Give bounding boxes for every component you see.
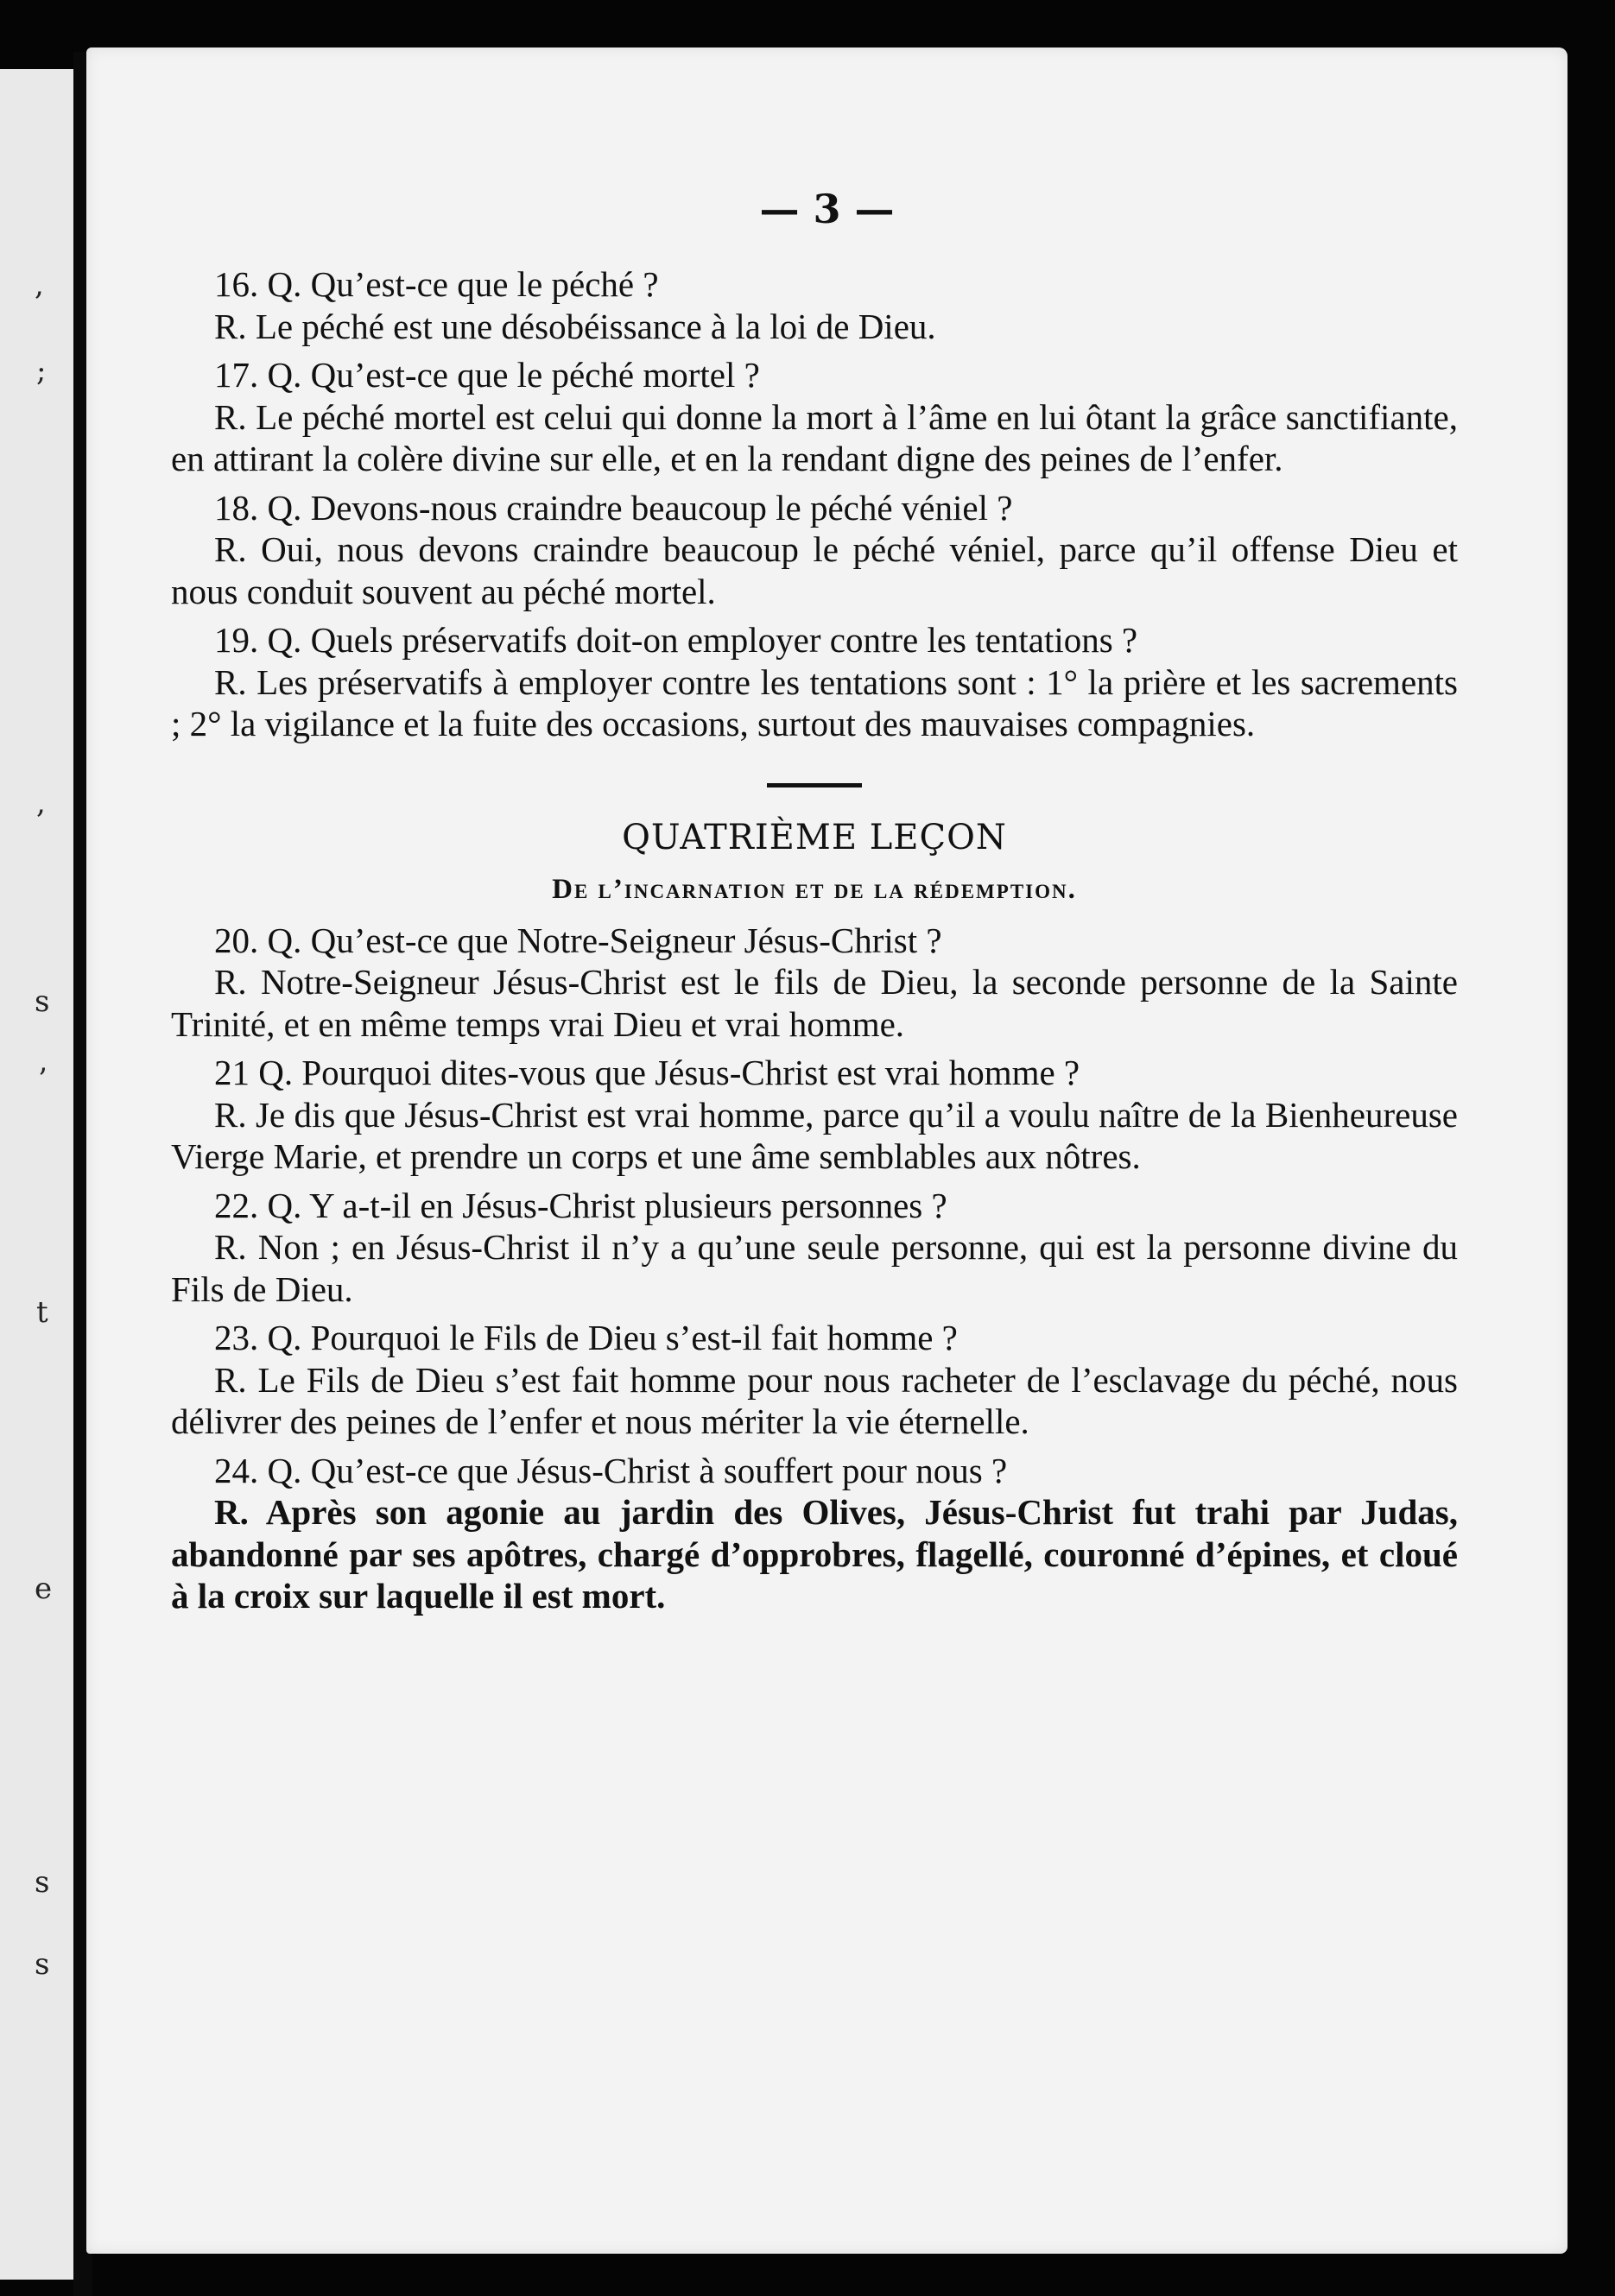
margin-fragment: , [35,268,44,302]
book-page [86,47,1568,2254]
lesson-title: QUATRIÈME LEÇON [622,817,1007,857]
margin-fragment: ; [36,354,47,389]
margin-fragment: e [35,1572,53,1606]
question-19: 19. Q. Quels préservatifs doit-on employer contre les tentations ? [214,620,1138,660]
margin-fragment: , [36,786,46,820]
left-page-edge [0,69,82,2280]
question-20: 20. Q. Qu’est-ce que Notre-Seigneur Jésus-Christ ? [214,920,942,960]
answer-18: R. Oui, nous devons craindre beaucoup le péché véniel, parce qu’il offense Dieu et nous conduit souvent au péché mortel. [171,529,1458,611]
question-16: 16. Q. Qu’est-ce que le péché ? [214,264,659,304]
lesson-subtitle: De l’incarnation et de la rédemption. [552,874,1077,905]
margin-fragment: s [35,1947,50,1982]
question-21: 21 Q. Pourquoi dites-vous que Jésus-Christ est vrai homme ? [214,1053,1080,1092]
answer-22: R. Non ; en Jésus-Christ il n’y a qu’une seule personne, qui est la personne divine du Fils de Dieu. [171,1227,1458,1309]
margin-fragment: t [36,1295,48,1330]
margin-fragment: s [35,1865,50,1900]
section-divider [767,783,862,787]
answer-17: R. Le péché mortel est celui qui donne la mort à l’âme en lui ôtant la grâce sanctifiante, en attirant la colère divine sur elle, et en la rendant digne des peines de l’enfer. [171,396,1458,478]
answer-16: R. Le péché est une désobéissance à la loi de Dieu. [214,306,936,346]
question-17: 17. Q. Qu’est-ce que le péché mortel ? [214,355,760,395]
answer-23: R. Le Fils de Dieu s’est fait homme pour nous racheter de l’esclavage du péché, nous délivrer des peines de l’enfer et nous mériter la vie éternelle. [171,1359,1458,1441]
question-18: 18. Q. Devons-nous craindre beaucoup le péché véniel ? [214,487,1013,528]
answer-21: R. Je dis que Jésus-Christ est vrai homme, parce qu’il a voulu naître de la Bienheureuse Vierge Marie, et prendre un corps et une âme semblables aux nôtres. [171,1094,1458,1176]
answer-24: R. Après son agonie au jardin des Olives, Jésus-Christ fut trahi par Judas, abandonné par ses apôtres, chargé d’opprobres, flagellé, couronné d’épines, et cloué à la croix sur laquelle il est mort. [171,1492,1458,1616]
margin-fragment: s [35,984,50,1019]
answer-20: R. Notre-Seigneur Jésus-Christ est le fils de Dieu, la seconde personne de la Sainte Trinité, et en même temps vrai Dieu et vrai homme. [171,962,1458,1044]
question-24: 24. Q. Qu’est-ce que Jésus-Christ à souffert pour nous ? [214,1450,1008,1490]
margin-fragment: ’ [38,1062,48,1097]
question-23: 23. Q. Pourquoi le Fils de Dieu s’est-il fait homme ? [214,1318,958,1357]
answer-19: R. Les préservatifs à employer contre les tentations sont : 1° la prière et les sacrements ; 2° la vigilance et la fuite des occasions, surtout des mauvaises compagnies. [171,661,1458,743]
catechism-text [171,263,1458,1624]
page-number: — 3 — [759,186,895,232]
question-22: 22. Q. Y a-t-il en Jésus-Christ plusieurs personnes ? [214,1185,947,1225]
